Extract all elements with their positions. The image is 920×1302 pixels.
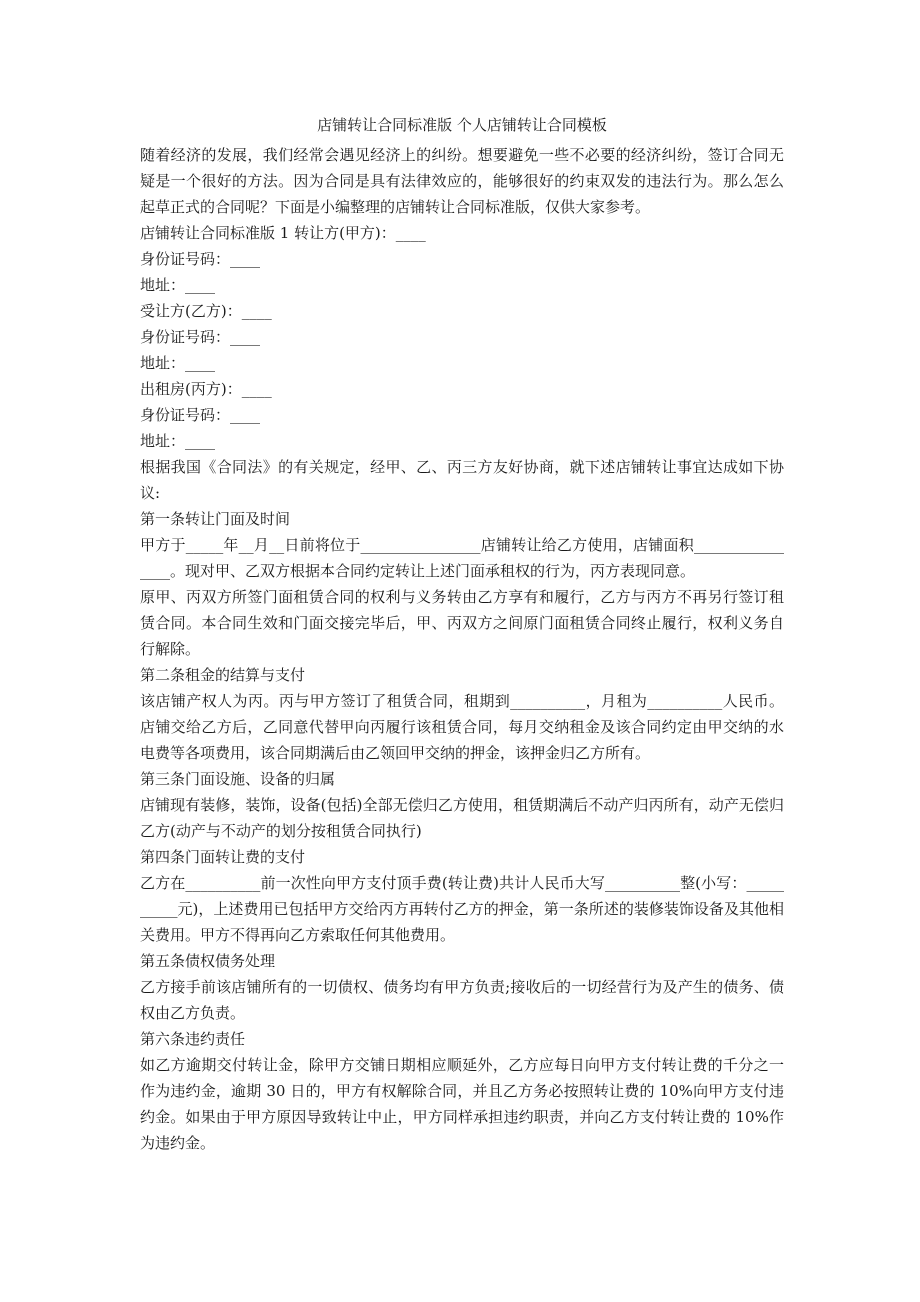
transferee-line: 受让方(乙方)：____ <box>140 302 272 320</box>
article-5-paragraph: 乙方接手前该店铺所有的一切债权、债务均有甲方负责;接收后的一切经营行为及产生的债务、债权由乙方负责。 <box>140 978 784 1022</box>
agreement-preamble: 根据我国《合同法》的有关规定，经甲、乙、丙三方友好协商，就下述店铺转让事宜达成如下协议: <box>140 458 784 502</box>
article-1-heading: 第一条转让门面及时间 <box>140 510 291 528</box>
article-1-paragraph-2: 原甲、丙双方所签门面租赁合同的权利与义务转由乙方享有和履行，乙方与丙方不再另行签订租赁合同。本合同生效和门面交接完毕后，甲、丙双方之间原门面租赁合同终止履行，权利义务自行解除。 <box>140 588 784 658</box>
article-5-heading: 第五条债权债务处理 <box>140 952 276 970</box>
intro-paragraph: 随着经济的发展，我们经常会遇见经济上的纠纷。想要避免一些不必要的经济纠纷，签订合同无疑是一个很好的方法。因为合同是具有法律效应的，能够很好的约束双发的违法行为。那么怎么起草正式的合同呢？下面是小编整理的店铺转让合同标准版，仅供大家参考。 <box>140 146 784 216</box>
article-3-paragraph: 店铺现有装修，装饰，设备(包括)全部无偿归乙方使用，租赁期满后不动产归丙所有，动产无偿归乙方(动产与不动产的划分按租赁合同执行) <box>140 796 784 840</box>
article-2-paragraph: 该店铺产权人为丙。丙与甲方签订了租赁合同，租期到__________，月租为__________人民币。店铺交给乙方后，乙同意代替甲向丙履行该租赁合同，每月交纳租金及该合同约定由甲交纳的水电费等各项费用，该合同期满后由乙领回甲交纳的押金，该押金归乙方所有。 <box>140 692 784 762</box>
article-6-paragraph: 如乙方逾期交付转让金，除甲方交铺日期相应顺延外，乙方应每日向甲方支付转让费的千分之一作为违约金，逾期 30 日的，甲方有权解除合同，并且乙方务必按照转让费的 10%向甲方支付违约金。如果由于甲方原因导致转让中止，甲方同样承担违约职责，并向乙方支付转让费的 10%作为违约金。 <box>140 1056 784 1152</box>
transferee-address-line: 地址：____ <box>140 354 216 372</box>
transferor-line: 店铺转让合同标准版 1 转让方(甲方)：____ <box>140 224 426 242</box>
lessor-address-line: 地址：____ <box>140 432 216 450</box>
transferee-id-line: 身份证号码：____ <box>140 328 261 346</box>
lessor-id-line: 身份证号码：____ <box>140 406 261 424</box>
article-3-heading: 第三条门面设施、设备的归属 <box>140 770 336 788</box>
transferor-address-line: 地址：____ <box>140 276 216 294</box>
article-1-paragraph-1: 甲方于_____年__月__日前将位于________________店铺转让给乙方使用，店铺面积________________。现对甲、乙双方根据本合同约定转让上述门面承租权的行为，丙方表现同意。 <box>140 536 784 580</box>
lessor-line: 出租房(丙方)：____ <box>140 380 272 398</box>
article-4-heading: 第四条门面转让费的支付 <box>140 848 306 866</box>
article-6-heading: 第六条违约责任 <box>140 1030 246 1048</box>
document-title: 店铺转让合同标准版 个人店铺转让合同模板 <box>317 116 607 134</box>
transferor-id-line: 身份证号码：____ <box>140 250 261 268</box>
document-page <box>140 112 784 1156</box>
article-2-heading: 第二条租金的结算与支付 <box>140 666 306 684</box>
article-4-paragraph: 乙方在__________前一次性向甲方支付顶手费(转让费)共计人民币大写__________整(小写：__________元)，上述费用已包括甲方交给丙方再转付乙方的押金，第一条所述的装修装饰设备及其他相关费用。甲方不得再向乙方索取任何其他费用。 <box>140 874 784 944</box>
